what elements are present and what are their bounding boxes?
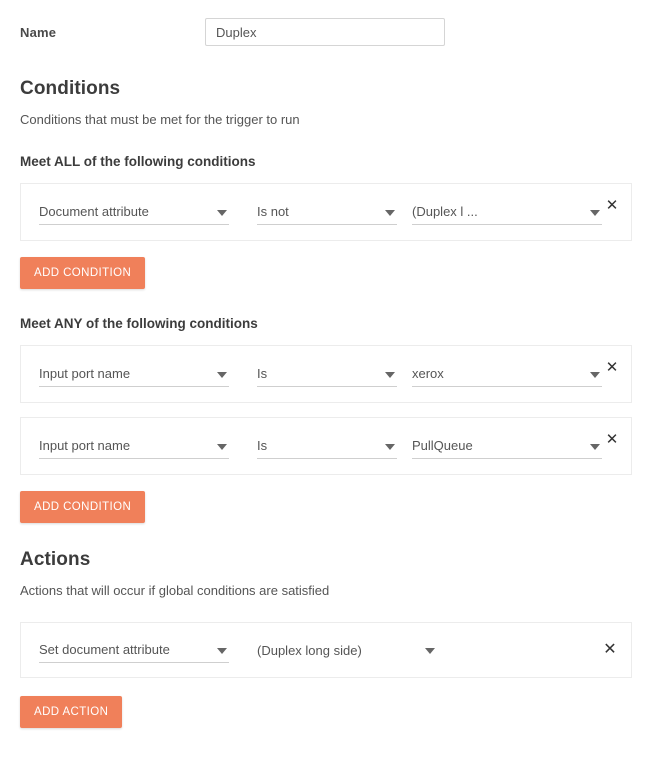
condition-attribute-select[interactable] — [39, 199, 229, 225]
condition-value-select[interactable] — [412, 199, 602, 225]
chevron-down-icon — [385, 210, 395, 216]
conditions-heading: Conditions — [20, 78, 121, 99]
condition-operator-value: Is — [257, 438, 268, 453]
condition-attribute-select[interactable] — [39, 361, 229, 387]
condition-operator-select[interactable] — [257, 361, 397, 387]
add-condition-all-button[interactable]: ADD CONDITION — [20, 257, 145, 289]
remove-condition-icon[interactable]: ✕ — [605, 430, 619, 448]
remove-condition-icon[interactable]: ✕ — [605, 358, 619, 376]
chevron-down-icon — [385, 372, 395, 378]
chevron-down-icon — [217, 648, 227, 654]
name-row — [20, 0, 632, 52]
action-type-value: Set document attribute — [39, 642, 170, 657]
condition-value-text: PullQueue — [412, 438, 473, 453]
chevron-down-icon — [590, 372, 600, 378]
chevron-down-icon — [217, 372, 227, 378]
condition-value-select[interactable] — [412, 433, 602, 459]
meet-all-heading: Meet ALL of the following conditions — [20, 154, 256, 169]
chevron-down-icon — [590, 210, 600, 216]
chevron-down-icon — [425, 648, 435, 654]
condition-row — [20, 417, 632, 475]
condition-attribute-select[interactable] — [39, 433, 229, 459]
meet-any-heading: Meet ANY of the following conditions — [20, 316, 258, 331]
action-value-select[interactable] — [257, 637, 437, 663]
add-condition-any-button[interactable]: ADD CONDITION — [20, 491, 145, 523]
chevron-down-icon — [590, 444, 600, 450]
action-row — [20, 622, 632, 678]
chevron-down-icon — [385, 444, 395, 450]
action-value-text: (Duplex long side) — [257, 642, 362, 658]
condition-attribute-value: Input port name — [39, 366, 131, 381]
chevron-down-icon — [217, 210, 227, 216]
condition-attribute-value: Document attribute — [39, 204, 149, 219]
name-label: Name — [20, 24, 57, 40]
conditions-subtitle: Conditions that must be met for the trigger to run — [20, 112, 300, 127]
condition-value-text: (Duplex l ... — [412, 204, 478, 219]
condition-value-text: xerox — [412, 366, 444, 381]
condition-operator-select[interactable] — [257, 433, 397, 459]
name-input[interactable] — [205, 18, 445, 46]
actions-subtitle: Actions that will occur if global conditions are satisfied — [20, 583, 330, 598]
remove-condition-icon[interactable]: ✕ — [605, 196, 619, 214]
condition-operator-select[interactable] — [257, 199, 397, 225]
actions-heading: Actions — [20, 549, 91, 570]
remove-action-icon[interactable]: ✕ — [603, 639, 617, 658]
condition-operator-value: Is not — [257, 204, 289, 219]
condition-row — [20, 345, 632, 403]
condition-row — [20, 183, 632, 241]
action-type-select[interactable] — [39, 637, 229, 663]
condition-operator-value: Is — [257, 366, 268, 381]
condition-value-select[interactable] — [412, 361, 602, 387]
chevron-down-icon — [217, 444, 227, 450]
condition-attribute-value: Input port name — [39, 438, 131, 453]
add-action-button[interactable]: ADD ACTION — [20, 696, 122, 728]
